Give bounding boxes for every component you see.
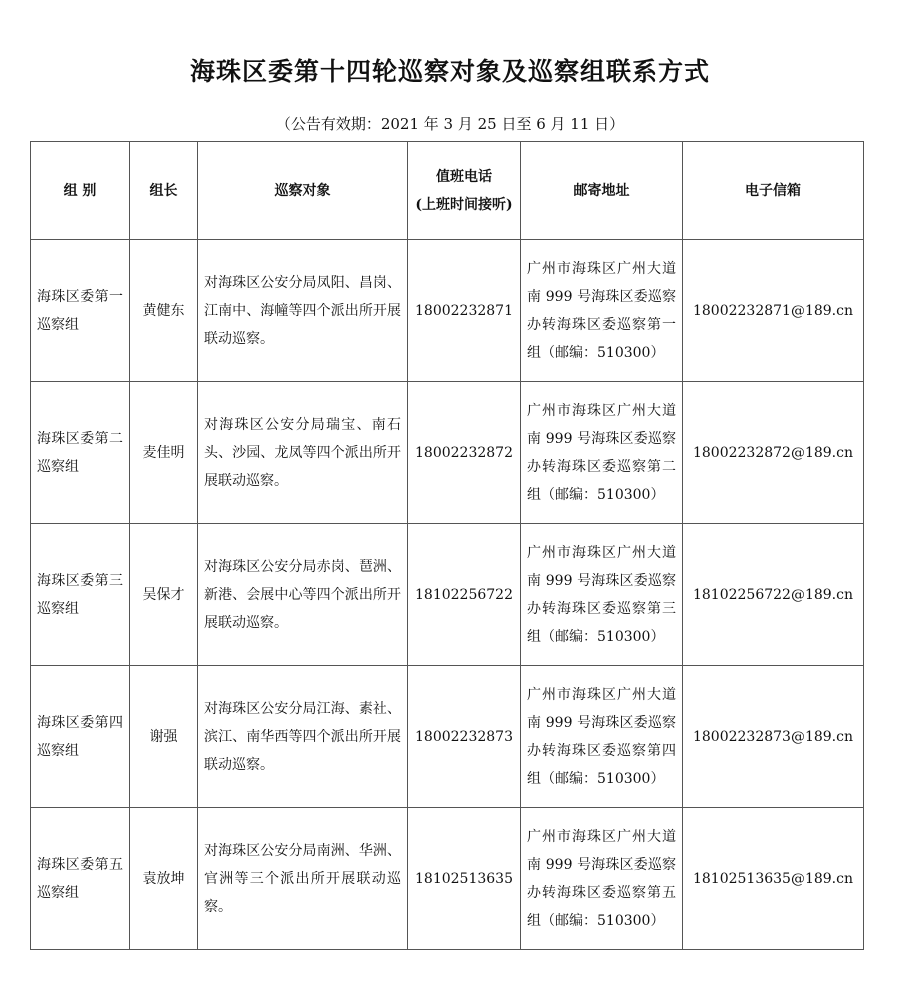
table-row (31, 808, 864, 950)
table-row (31, 666, 864, 808)
cell-group: 海珠区委第五巡察组 (31, 808, 130, 950)
header-target: 巡察对象 (198, 142, 408, 240)
cell-group: 海珠区委第一巡察组 (31, 240, 130, 382)
header-phone-line2: (上班时间接听) (415, 196, 513, 213)
cell-email: 18002232873@189.cn (683, 666, 864, 808)
cell-target: 对海珠区公安分局瑞宝、南石头、沙园、龙凤等四个派出所开展联动巡察。 (198, 382, 408, 524)
table-row (31, 240, 864, 382)
document-subtitle: （公告有效期：2021 年 3 月 25 日至 6 月 11 日） (275, 115, 625, 133)
cell-email: 18102513635@189.cn (683, 808, 864, 950)
header-leader: 组长 (130, 142, 198, 240)
cell-group: 海珠区委第三巡察组 (31, 524, 130, 666)
cell-leader: 谢强 (130, 666, 198, 808)
cell-phone: 18102513635 (408, 808, 521, 950)
cell-group: 海珠区委第四巡察组 (31, 666, 130, 808)
header-email: 电子信箱 (683, 142, 864, 240)
document-title: 海珠区委第十四轮巡察对象及巡察组联系方式 (189, 57, 710, 86)
header-address: 邮寄地址 (521, 142, 683, 240)
cell-address: 广州市海珠区广州大道南 999 号海珠区委巡察办转海珠区委巡察第一组（邮编：510300） (521, 240, 683, 382)
cell-email: 18102256722@189.cn (683, 524, 864, 666)
cell-target: 对海珠区公安分局凤阳、昌岗、江南中、海幢等四个派出所开展联动巡察。 (198, 240, 408, 382)
table-row (31, 524, 864, 666)
cell-leader: 麦佳明 (130, 382, 198, 524)
cell-phone: 18002232871 (408, 240, 521, 382)
header-phone-line1: 值班电话 (436, 168, 492, 185)
table-header-row (31, 142, 864, 240)
cell-leader: 袁放坤 (130, 808, 198, 950)
cell-phone: 18102256722 (408, 524, 521, 666)
cell-group: 海珠区委第二巡察组 (31, 382, 130, 524)
cell-leader: 黄健东 (130, 240, 198, 382)
table-row (31, 382, 864, 524)
cell-phone: 18002232873 (408, 666, 521, 808)
cell-email: 18002232871@189.cn (683, 240, 864, 382)
cell-address: 广州市海珠区广州大道南 999 号海珠区委巡察办转海珠区委巡察第四组（邮编：510300） (521, 666, 683, 808)
cell-email: 18002232872@189.cn (683, 382, 864, 524)
header-group: 组 别 (31, 142, 130, 240)
cell-leader: 吴保才 (130, 524, 198, 666)
header-phone (408, 142, 521, 240)
cell-target: 对海珠区公安分局赤岗、琶洲、新港、会展中心等四个派出所开展联动巡察。 (198, 524, 408, 666)
cell-address: 广州市海珠区广州大道南 999 号海珠区委巡察办转海珠区委巡察第三组（邮编：510300） (521, 524, 683, 666)
cell-phone: 18002232872 (408, 382, 521, 524)
cell-address: 广州市海珠区广州大道南 999 号海珠区委巡察办转海珠区委巡察第二组（邮编：510300） (521, 382, 683, 524)
cell-target: 对海珠区公安分局江海、素社、滨江、南华西等四个派出所开展联动巡察。 (198, 666, 408, 808)
cell-target: 对海珠区公安分局南洲、华洲、官洲等三个派出所开展联动巡察。 (198, 808, 408, 950)
cell-address: 广州市海珠区广州大道南 999 号海珠区委巡察办转海珠区委巡察第五组（邮编：510300） (521, 808, 683, 950)
contact-table (30, 141, 864, 950)
